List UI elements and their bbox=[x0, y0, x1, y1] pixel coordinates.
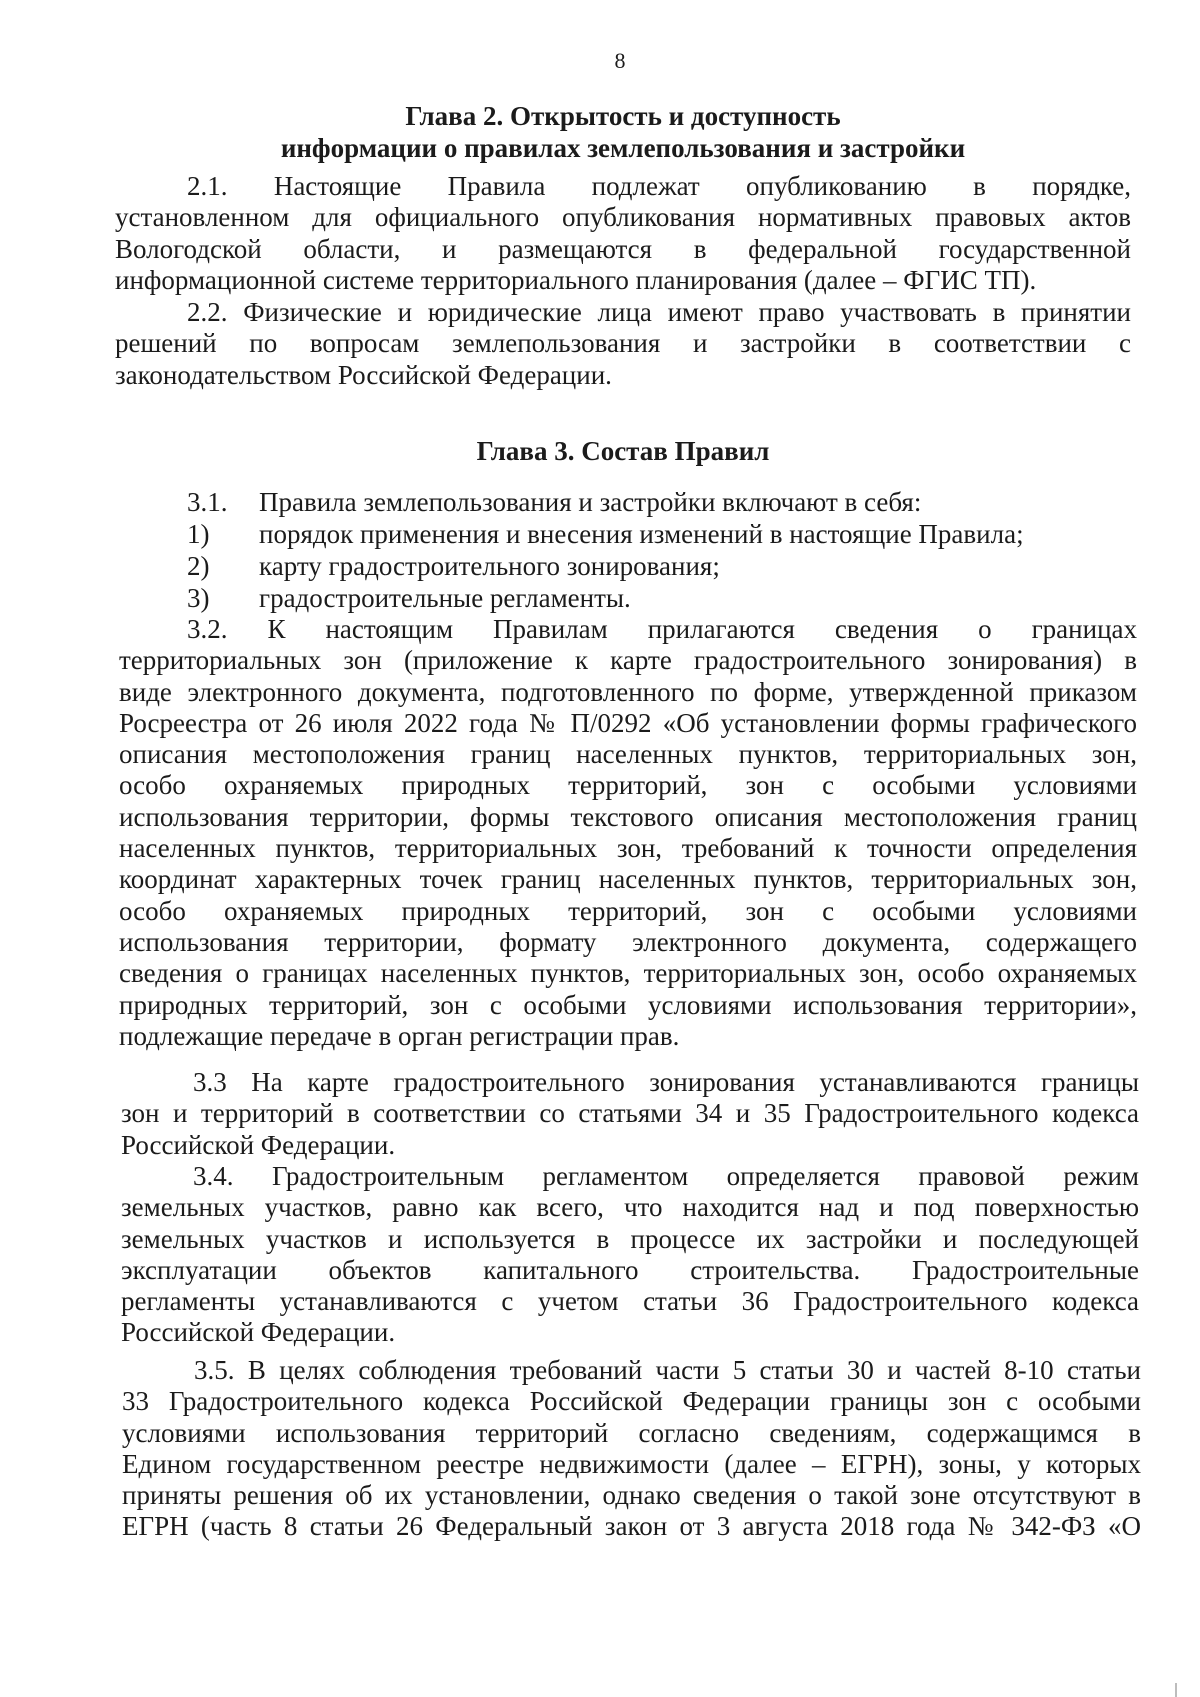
paragraph-line: 3.3 На карте градостроительного зонирования устанавливаются границы bbox=[193, 1067, 1139, 1097]
paragraph-line: информационной системе территориального планирования (далее – ФГИС ТП). bbox=[115, 264, 1037, 295]
paragraph-line: условиями использования территорий согласно сведениям, содержащимся в bbox=[122, 1417, 1141, 1448]
paragraph-line: Вологодской области, и размещаются в федеральной государственной bbox=[115, 233, 1131, 264]
chapter-3-title-text: Глава 3. Состав Правил bbox=[476, 436, 770, 466]
paragraph-line: эксплуатации объектов капитального строительства. Градостроительные bbox=[121, 1254, 1139, 1285]
paragraph-3-5 bbox=[122, 1355, 1141, 1543]
paragraph-line: территориальных зон (приложение к карте градостроительного зонирования) в bbox=[119, 645, 1137, 676]
paragraph-line: Едином государственном реестре недвижимости (далее – ЕГРН), зоны, у которых bbox=[122, 1448, 1141, 1479]
chapter-2-title bbox=[115, 100, 1131, 164]
paragraph-line: регламенты устанавливаются с учетом статьи 36 Градостроительного кодекса bbox=[121, 1286, 1139, 1317]
paragraph-2-1 bbox=[115, 171, 1131, 296]
list-item-marker: 3) bbox=[187, 583, 210, 613]
list-item-text: карту градостроительного зонирования; bbox=[259, 551, 720, 581]
paragraph-line: координат характерных точек границ населенных пунктов, территориальных зон, bbox=[119, 864, 1137, 895]
paragraph-line: использования территории, формы текстового описания местоположения границ bbox=[119, 801, 1137, 832]
paragraph-line: 2.1. Настоящие Правила подлежат опубликованию в порядке, bbox=[187, 171, 1131, 201]
paragraph-line: Российской Федерации. bbox=[121, 1129, 396, 1160]
paragraph-3-1-number: 3.1. bbox=[187, 487, 228, 517]
paragraph-3-2 bbox=[119, 614, 1137, 1052]
paragraph-line: 2.2. Физические и юридические лица имеют право участвовать в принятии bbox=[187, 297, 1131, 327]
list-item-text: градостроительные регламенты. bbox=[259, 583, 631, 613]
paragraph-line: земельных участков и используется в процессе их застройки и последующей bbox=[121, 1223, 1139, 1254]
paragraph-line: природных территорий, зон с особыми условиями использования территории», bbox=[119, 989, 1137, 1020]
paragraph-line: особо охраняемых природных территорий, зон с особыми условиями bbox=[119, 770, 1137, 801]
paragraph-line: Росреестра от 26 июля 2022 года № П/0292 «Об установлении формы графического bbox=[119, 707, 1137, 738]
paragraph-line: установленном для официального опубликования нормативных правовых актов bbox=[115, 202, 1131, 233]
paragraph-line: зон и территорий в соответствии со статьями 34 и 35 Градостроительного кодекса bbox=[121, 1098, 1139, 1129]
paragraph-3-3 bbox=[121, 1067, 1139, 1161]
paragraph-line: сведения о границах населенных пунктов, территориальных зон, особо охраняемых bbox=[119, 958, 1137, 989]
paragraph-line: решений по вопросам землепользования и застройки в соответствии с bbox=[115, 328, 1131, 359]
list-item-marker: 2) bbox=[187, 551, 210, 581]
list-item-marker: 1) bbox=[187, 519, 210, 549]
paragraph-line: использования территории, формату электронного документа, содержащего bbox=[119, 926, 1137, 957]
paragraph-line: ЕГРН (часть 8 статьи 26 Федеральный закон от 3 августа 2018 года № 342-ФЗ «О bbox=[122, 1511, 1141, 1542]
scan-artifact bbox=[1175, 1683, 1177, 1697]
paragraph-line: 3.5. В целях соблюдения требований части 5 статьи 30 и частей 8-10 статьи bbox=[194, 1355, 1141, 1385]
paragraph-line: земельных участков, равно как всего, что находится над и под поверхностью bbox=[121, 1192, 1139, 1223]
chapter-3-title bbox=[115, 435, 1131, 467]
paragraph-line: населенных пунктов, территориальных зон, требований к точности определения bbox=[119, 833, 1137, 864]
paragraph-line: 33 Градостроительного кодекса Российской Федерации границы зон с особыми bbox=[122, 1386, 1141, 1417]
paragraph-line: подлежащие передаче в орган регистрации прав. bbox=[119, 1020, 680, 1051]
paragraph-line: законодательством Российской Федерации. bbox=[115, 359, 612, 390]
paragraph-line: приняты решения об их установлении, однако сведения о такой зоне отсутствуют в bbox=[122, 1480, 1141, 1511]
chapter-2-title-line-1: Глава 2. Открытость и доступность bbox=[405, 101, 841, 131]
paragraph-line: описания местоположения границ населенных пунктов, территориальных зон, bbox=[119, 739, 1137, 770]
page-number: 8 bbox=[614, 48, 626, 73]
paragraph-line: особо охраняемых природных территорий, зон с особыми условиями bbox=[119, 895, 1137, 926]
paragraph-line: 3.2. К настоящим Правилам прилагаются сведения о границах bbox=[187, 614, 1137, 644]
paragraph-3-1-text: Правила землепользования и застройки включают в себя: bbox=[259, 487, 922, 517]
paragraph-line: 3.4. Градостроительным регламентом определяется правовой режим bbox=[193, 1161, 1139, 1191]
paragraph-line: виде электронного документа, подготовленного по форме, утвержденной приказом bbox=[119, 676, 1137, 707]
paragraph-3-4 bbox=[121, 1161, 1139, 1349]
chapter-2-title-line-2: информации о правилах землепользования и застройки bbox=[280, 133, 966, 163]
paragraph-line: Российской Федерации. bbox=[121, 1317, 396, 1348]
paragraph-2-2 bbox=[115, 297, 1131, 391]
list-item-text: порядок применения и внесения изменений в настоящие Правила; bbox=[259, 519, 1024, 549]
